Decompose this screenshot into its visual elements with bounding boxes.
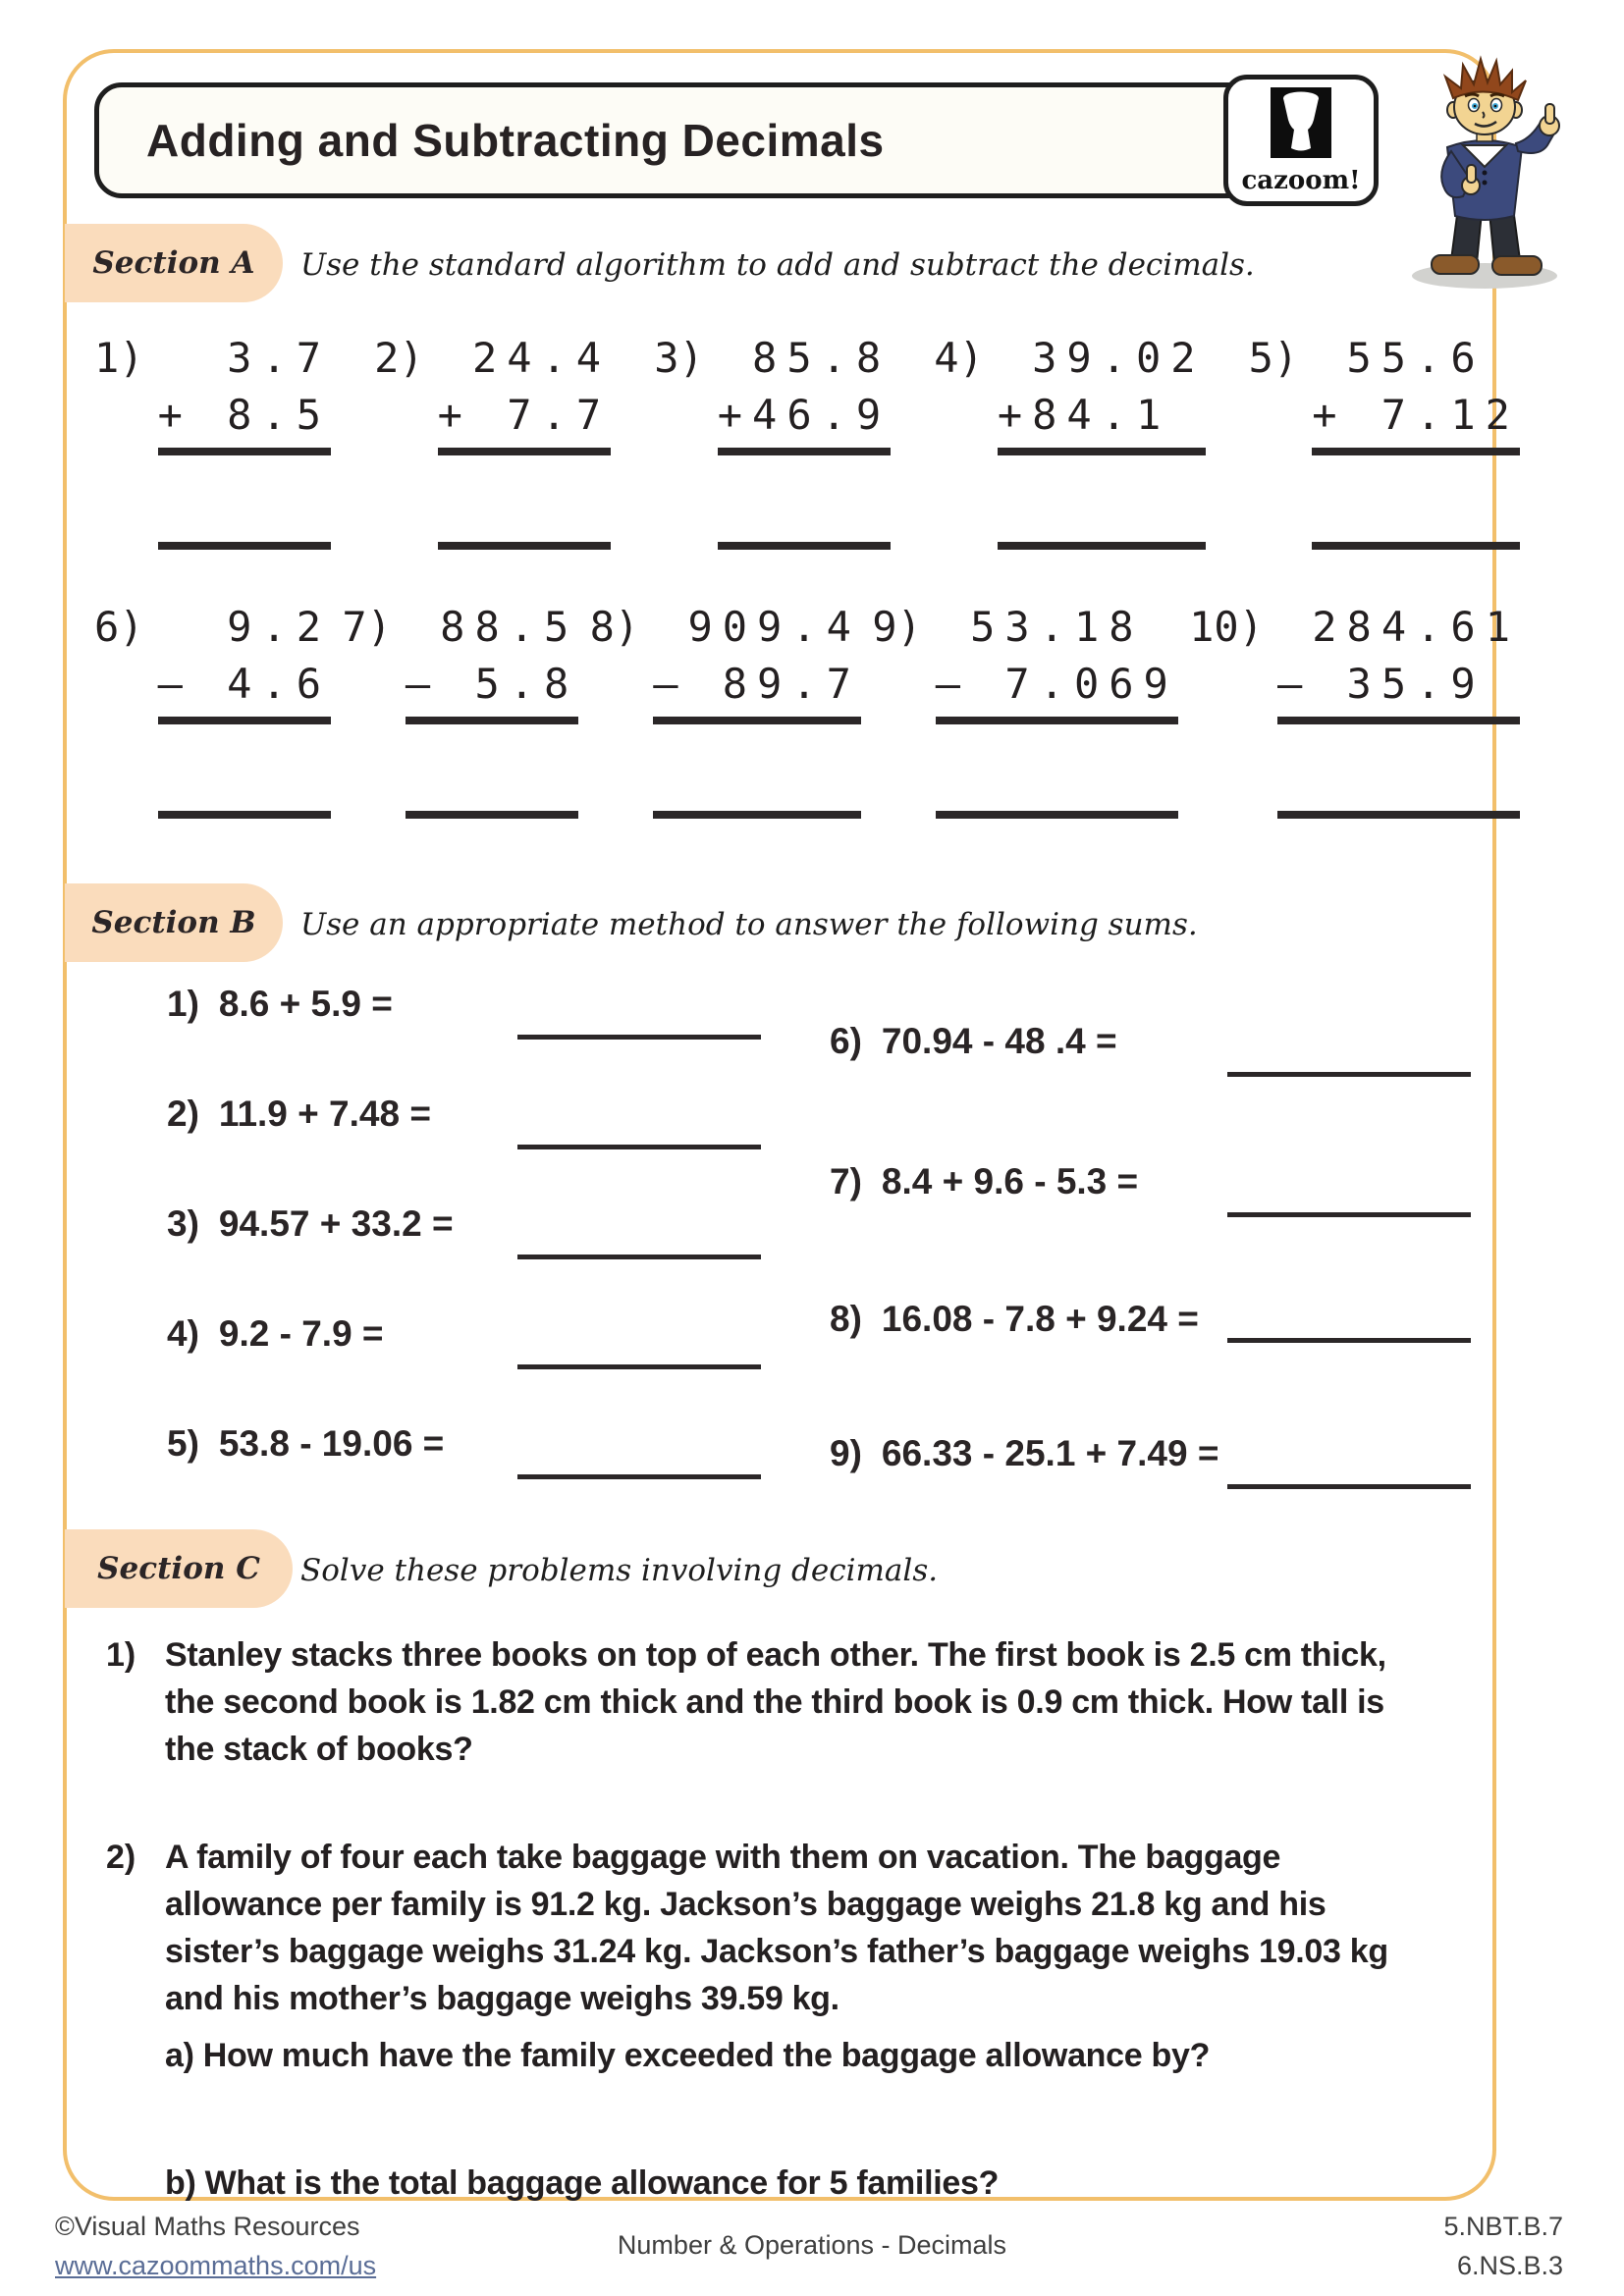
sum-item-2 xyxy=(167,1094,431,1135)
minuend: 53.18 xyxy=(970,603,1178,651)
answer-line xyxy=(1277,811,1520,819)
subtrahend: – 7.069 xyxy=(935,660,1178,708)
expression: 66.33 - 25.1 + 7.49 = xyxy=(881,1433,1219,1473)
expression: 11.9 + 7.48 = xyxy=(218,1094,431,1134)
problem-number: 6) xyxy=(830,1021,862,1061)
section-c-label: Section C xyxy=(97,1551,260,1586)
problem-number: 8) xyxy=(589,603,640,651)
sum-rule xyxy=(158,717,331,724)
page-title: Adding and Subtracting Decimals xyxy=(146,115,885,166)
minuend: 88.5 xyxy=(440,603,579,651)
section-a-label: Section A xyxy=(92,245,255,281)
problem-number: 6) xyxy=(94,603,144,651)
mascot-boy-illustration xyxy=(1390,53,1579,293)
expression: 16.08 - 7.8 + 9.24 = xyxy=(881,1299,1199,1339)
column-sum-9 xyxy=(872,599,1178,819)
problem-number: 3) xyxy=(167,1203,199,1244)
word-problem-1 xyxy=(106,1631,1386,1773)
problem-number: 5) xyxy=(1248,334,1299,382)
website-link[interactable]: www.cazoommaths.com/us xyxy=(55,2251,377,2280)
expression: 70.94 - 48 .4 = xyxy=(881,1021,1117,1061)
footer-standards xyxy=(1443,2207,1563,2285)
footer-topic: Number & Operations - Decimals xyxy=(617,2230,1007,2260)
minuend: 284.61 xyxy=(1312,603,1520,651)
sum-item-1 xyxy=(167,984,393,1025)
problem-number: 2) xyxy=(106,1839,136,1876)
addend-bottom: + 7.7 xyxy=(437,391,612,439)
minuend: 909.4 xyxy=(687,603,861,651)
section-a-tab xyxy=(65,224,283,302)
problem-text-line: and his mother’s baggage weighs 39.59 kg. xyxy=(165,1980,839,2017)
addend-top: 3.7 xyxy=(227,334,332,382)
addend-top: 85.8 xyxy=(752,334,892,382)
problem-number: 3) xyxy=(654,334,704,382)
column-sum-4 xyxy=(934,330,1205,550)
answer-line xyxy=(517,1255,761,1259)
problem-number: 10) xyxy=(1189,603,1264,651)
sum-item-7 xyxy=(830,1161,1138,1202)
word-problem-2 xyxy=(106,1834,1388,2207)
problem-text-line: the second book is 1.82 cm thick and the third book is 0.9 cm thick. How tall is xyxy=(165,1683,1384,1721)
sum-rule xyxy=(718,448,891,455)
sum-rule xyxy=(1312,448,1520,455)
section-c-instruction: Solve these problems involving decimals. xyxy=(300,1553,939,1588)
standard-code-1: 5.NBT.B.7 xyxy=(1443,2212,1563,2241)
logo-wordmark: cazoom! xyxy=(1241,166,1361,195)
sum-item-9 xyxy=(830,1433,1218,1474)
answer-line xyxy=(517,1474,761,1479)
problem-text-line: allowance per family is 91.2 kg. Jackson’s baggage weighs 21.8 kg and his xyxy=(165,1886,1326,1923)
answer-line xyxy=(158,542,331,550)
answer-line xyxy=(936,811,1178,819)
section-a-row-2 xyxy=(94,599,1520,819)
sum-item-4 xyxy=(167,1313,384,1355)
subtrahend: – 5.8 xyxy=(405,660,579,708)
problem-text-line: A family of four each take baggage with them on vacation. The baggage xyxy=(165,1839,1281,1876)
problem-number: 2) xyxy=(374,334,424,382)
column-sum-7 xyxy=(342,599,578,819)
section-b-tab xyxy=(65,883,283,962)
problem-number: 4) xyxy=(934,334,984,382)
minuend: 9.2 xyxy=(227,603,332,651)
addend-top: 39.02 xyxy=(1032,334,1206,382)
column-sum-3 xyxy=(654,330,891,550)
section-c-tab xyxy=(65,1529,293,1608)
section-b-instruction: Use an appropriate method to answer the following sums. xyxy=(300,907,1198,942)
sum-rule xyxy=(998,448,1206,455)
problem-number: 8) xyxy=(830,1299,862,1339)
copyright-text: ©Visual Maths Resources xyxy=(55,2212,360,2241)
section-a-problems xyxy=(94,330,1520,819)
sub-question-a: a) How much have the family exceeded the baggage allowance by? xyxy=(165,2037,1211,2074)
column-sum-8 xyxy=(590,599,861,819)
expression: 8.6 + 5.9 = xyxy=(218,984,393,1024)
addend-top: 24.4 xyxy=(471,334,612,382)
section-a-instruction: Use the standard algorithm to add and subtract the decimals. xyxy=(300,247,1255,283)
problem-text-line: the stack of books? xyxy=(165,1731,473,1768)
sum-item-3 xyxy=(167,1203,454,1245)
problem-number: 2) xyxy=(167,1094,199,1134)
answer-line xyxy=(438,542,611,550)
column-sum-2 xyxy=(374,330,611,550)
addend-bottom: + 7.12 xyxy=(1312,391,1520,439)
problem-text-line: sister’s baggage weighs 31.24 kg. Jackson’s father’s baggage weighs 19.03 kg xyxy=(165,1933,1388,1970)
column-sum-1 xyxy=(94,330,331,550)
expression: 53.8 - 19.06 = xyxy=(218,1423,445,1464)
column-sum-10 xyxy=(1189,599,1520,819)
problem-number: 1) xyxy=(106,1636,136,1674)
expression: 9.2 - 7.9 = xyxy=(218,1313,384,1354)
problem-number: 9) xyxy=(872,603,922,651)
problem-number: 7) xyxy=(830,1161,862,1201)
subtrahend: – 35.9 xyxy=(1276,660,1520,708)
expression: 8.4 + 9.6 - 5.3 = xyxy=(881,1161,1139,1201)
answer-line xyxy=(158,811,331,819)
answer-line xyxy=(517,1145,761,1149)
sum-item-6 xyxy=(830,1021,1117,1062)
problem-number: 1) xyxy=(94,334,144,382)
problem-number: 7) xyxy=(342,603,392,651)
cazoom-logo xyxy=(1223,75,1379,206)
sum-rule xyxy=(653,717,861,724)
column-sum-5 xyxy=(1249,330,1520,550)
answer-line xyxy=(1227,1484,1471,1489)
problem-number: 5) xyxy=(167,1423,199,1464)
answer-line xyxy=(1227,1072,1471,1077)
subtrahend: – 89.7 xyxy=(653,660,861,708)
addend-bottom: + 8.5 xyxy=(157,391,332,439)
standard-code-2: 6.NS.B.3 xyxy=(1456,2251,1563,2280)
column-sum-6 xyxy=(94,599,331,819)
sum-rule xyxy=(1277,717,1520,724)
section-b-label: Section B xyxy=(91,905,256,940)
sum-rule xyxy=(936,717,1178,724)
section-a-row-1 xyxy=(94,330,1520,550)
answer-line xyxy=(1312,542,1520,550)
subtrahend: – 4.6 xyxy=(157,660,332,708)
answer-line xyxy=(517,1035,761,1040)
sum-rule xyxy=(158,448,331,455)
answer-line xyxy=(517,1364,761,1369)
addend-bottom: +84.1 xyxy=(997,391,1206,439)
answer-line xyxy=(653,811,861,819)
answer-line xyxy=(406,811,578,819)
drum-icon xyxy=(1271,87,1331,165)
sum-rule xyxy=(406,717,578,724)
addend-bottom: +46.9 xyxy=(717,391,892,439)
problem-number: 1) xyxy=(167,984,199,1024)
sub-question-b: b) What is the total baggage allowance for 5 families? xyxy=(165,2164,1000,2202)
sum-rule xyxy=(438,448,611,455)
sum-item-5 xyxy=(167,1423,444,1465)
problem-text-line: Stanley stacks three books on top of each other. The first book is 2.5 cm thick, xyxy=(165,1636,1386,1674)
answer-line xyxy=(718,542,891,550)
answer-line xyxy=(998,542,1206,550)
answer-line xyxy=(1227,1212,1471,1217)
sum-item-8 xyxy=(830,1299,1199,1340)
addend-top: 55.6 xyxy=(1346,334,1520,382)
expression: 94.57 + 33.2 = xyxy=(218,1203,454,1244)
problem-number: 4) xyxy=(167,1313,199,1354)
problem-number: 9) xyxy=(830,1433,862,1473)
worksheet-title-box xyxy=(94,82,1355,198)
answer-line xyxy=(1227,1338,1471,1343)
